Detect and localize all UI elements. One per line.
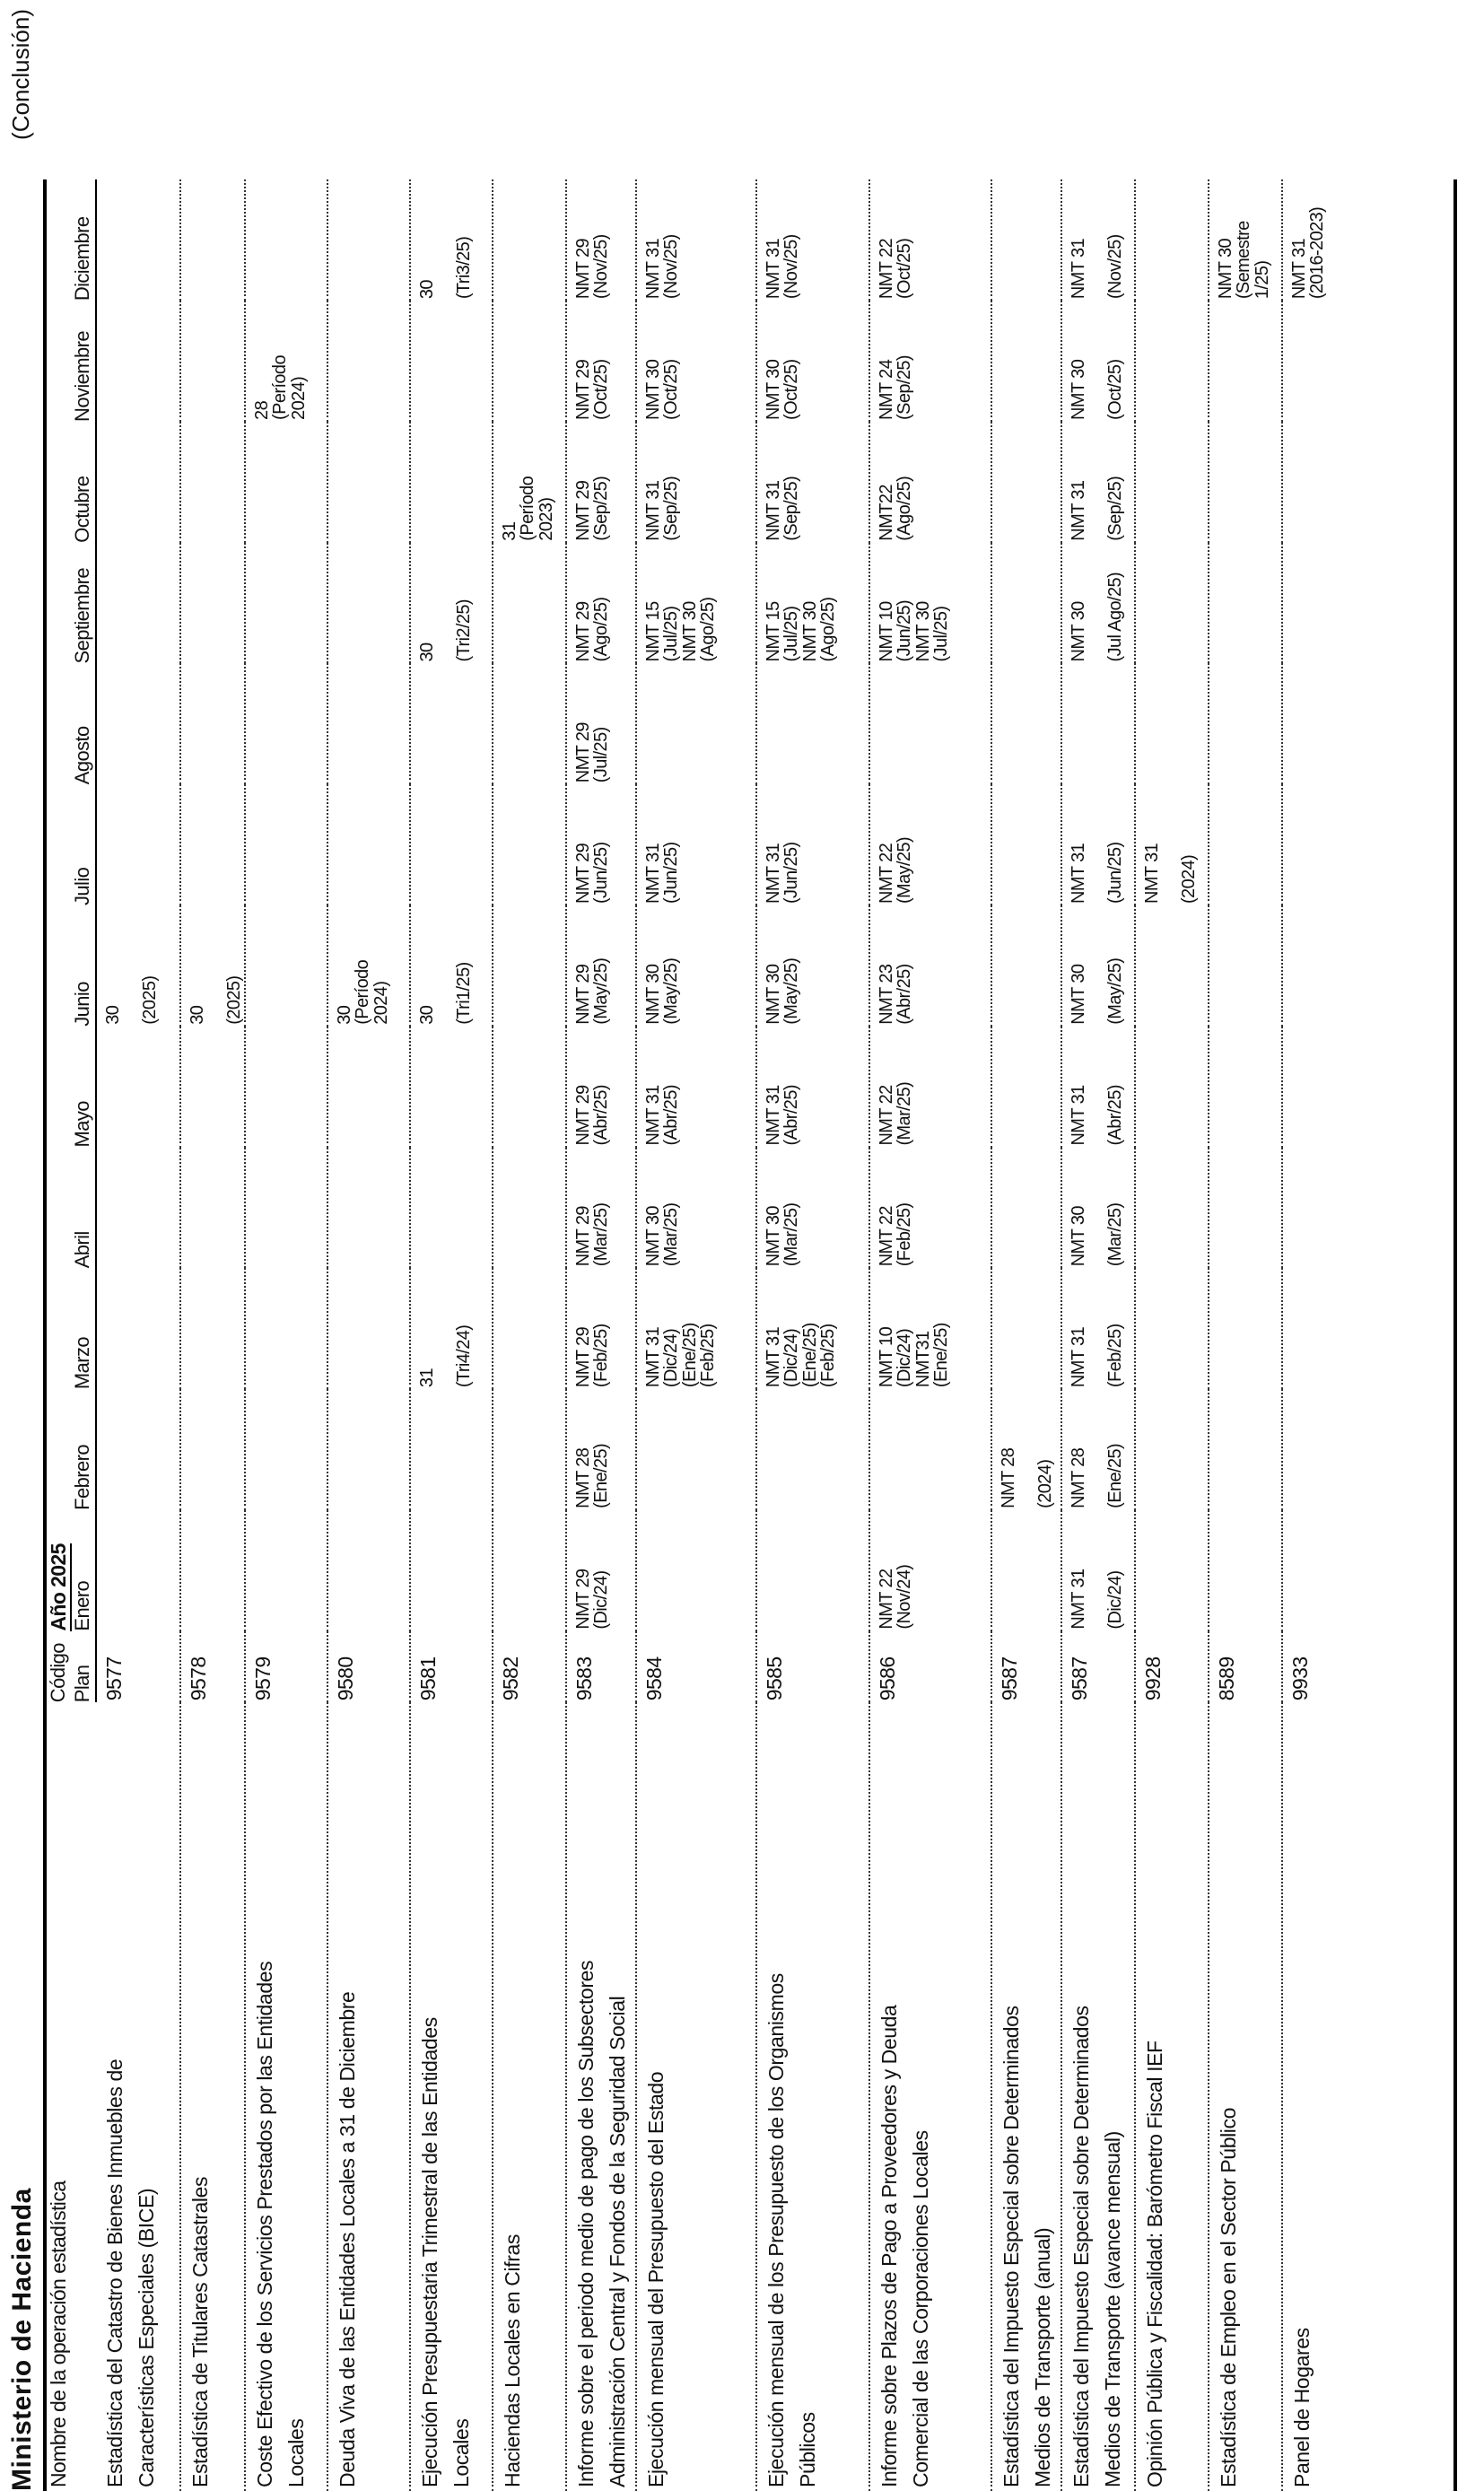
operation-name: Informe sobre el periodo medio de pago de los Subsectores Administración Central y Fondos de la Seguridad Social xyxy=(566,1702,636,2491)
table-row xyxy=(410,179,493,2491)
bottom-rule xyxy=(1453,179,1457,2491)
operation-name: Ejecución mensual de los Presupuesto de los Organismos Públicos xyxy=(756,1702,869,2491)
code-column-header-bottom: Plan xyxy=(71,1631,96,1703)
plan-code: 9582 xyxy=(493,1631,566,1703)
month-cell: NMT 10 (Dic/24) NMT31 (Ene/25) xyxy=(869,1268,991,1389)
month-cell xyxy=(991,422,1061,543)
operation-name: Estadística de Titulares Catastrales xyxy=(180,1702,245,2491)
month-cell xyxy=(1135,179,1209,301)
month-cell xyxy=(327,422,410,543)
month-cell: NMT 31 (2016-2023) xyxy=(1288,206,1327,300)
operation-name: Estadística del Impuesto Especial sobre Determinados Medios de Transporte (avance mensual) xyxy=(1061,1702,1135,2491)
table-row xyxy=(869,179,991,2491)
month-header: Noviembre xyxy=(71,301,96,422)
operation-name: Deuda Viva de las Entidades Locales a 31 de Diciembre xyxy=(327,1702,410,2491)
month-cell xyxy=(1209,1027,1282,1148)
month-cell xyxy=(96,1148,180,1269)
plan-code: 9586 xyxy=(869,1631,991,1703)
month-cell xyxy=(245,543,327,664)
month-cell xyxy=(410,784,493,905)
month-cell xyxy=(1135,905,1209,1027)
month-cell xyxy=(1135,301,1209,422)
month-cell xyxy=(493,1027,566,1148)
month-cell xyxy=(493,301,566,422)
month-cell xyxy=(1282,905,1327,1027)
month-cell xyxy=(327,301,410,422)
operation-name: Opinión Pública y Fiscalidad: Barómetro Fiscal IEF xyxy=(1135,1702,1209,2491)
month-cell: NMT 29 (Feb/25) xyxy=(566,1268,636,1389)
month-cell xyxy=(410,1027,493,1148)
month-cell xyxy=(327,1268,410,1389)
month-cell: NMT 29 (Jun/25) xyxy=(566,784,636,905)
month-cell xyxy=(1282,784,1327,905)
month-cell xyxy=(327,663,410,784)
month-cell xyxy=(1282,1510,1327,1631)
month-cell: NMT 30 (Mar/25) xyxy=(756,1148,869,1269)
month-header: Octubre xyxy=(71,422,96,543)
month-header: Abril xyxy=(71,1148,96,1269)
plan-code: 9583 xyxy=(566,1631,636,1703)
month-cell: NMT 30 (May/25) xyxy=(756,905,869,1027)
month-cell xyxy=(991,1510,1061,1631)
month-cell: NMT 31 (Nov/25) xyxy=(636,179,756,301)
month-header: Febrero xyxy=(71,1389,96,1510)
month-cell: 31 (Tri4/24) xyxy=(410,1268,493,1389)
month-cell xyxy=(96,179,180,301)
operation-name: Ejecución Presupuestaria Trimestral de las Entidades Locales xyxy=(410,1702,493,2491)
month-cell: NMT 30 (May/25) xyxy=(1061,905,1135,1027)
month-cell xyxy=(96,543,180,664)
month-cell: NMT 15 (Jul/25) NMT 30 (Ago/25) xyxy=(636,543,756,664)
month-cell xyxy=(991,1268,1061,1389)
month-cell: 30 (2025) xyxy=(96,905,180,1027)
month-cell xyxy=(991,784,1061,905)
month-cell xyxy=(327,543,410,664)
continuation-label: (Conclusión) xyxy=(7,9,34,140)
month-cell: 30 (2025) xyxy=(180,905,245,1027)
year-header xyxy=(47,179,71,1631)
month-cell xyxy=(96,1027,180,1148)
month-cell: NMT 29 (May/25) xyxy=(566,905,636,1027)
month-cell xyxy=(1282,301,1327,422)
month-cell xyxy=(756,663,869,784)
month-cell xyxy=(636,1510,756,1631)
month-cell xyxy=(180,1389,245,1510)
month-cell xyxy=(1209,1510,1282,1631)
month-cell: NMT 10 (Jun/25) NMT 30 (Jul/25) xyxy=(869,543,991,664)
month-cell xyxy=(1061,663,1135,784)
month-cell xyxy=(1209,1148,1282,1269)
month-cell xyxy=(180,663,245,784)
month-cell xyxy=(1209,301,1282,422)
month-cell: NMT 31 (Dic/24) xyxy=(1061,1510,1135,1631)
month-cell: NMT 22 (Mar/25) xyxy=(869,1027,991,1148)
month-cell: NMT 31 (Dic/24) (Ene/25) (Feb/25) xyxy=(756,1268,869,1389)
operation-name: Coste Efectivo de los Servicios Prestados por las Entidades Locales xyxy=(245,1702,327,2491)
month-cell: NMT 22 (Oct/25) xyxy=(869,179,991,301)
table-row xyxy=(180,179,245,2491)
month-cell: NMT 30 (Oct/25) xyxy=(1061,301,1135,422)
month-cell xyxy=(1209,543,1282,664)
month-cell: NMT 24 (Sep/25) xyxy=(869,301,991,422)
month-cell: NMT 22 (Feb/25) xyxy=(869,1148,991,1269)
month-cell xyxy=(1135,1027,1209,1148)
month-cell xyxy=(245,1389,327,1510)
month-header: Enero xyxy=(71,1510,96,1631)
table-row xyxy=(96,179,180,2491)
month-cell xyxy=(1282,1148,1327,1269)
month-cell: NMT 29 (Sep/25) xyxy=(566,422,636,543)
month-cell: NMT 31 (Jun/25) xyxy=(1061,784,1135,905)
month-cell xyxy=(991,543,1061,664)
month-cell xyxy=(1282,543,1327,664)
table-row xyxy=(1061,179,1135,2491)
month-cell xyxy=(1135,543,1209,664)
month-cell: NMT 28 (Ene/25) xyxy=(566,1389,636,1510)
month-cell xyxy=(327,179,410,301)
month-cell xyxy=(756,1389,869,1510)
table-row xyxy=(1282,179,1327,2491)
plan-code: 9585 xyxy=(756,1631,869,1703)
month-cell: 30 (Tri3/25) xyxy=(410,179,493,301)
month-cell: NMT 31 (2024) xyxy=(1135,784,1209,905)
month-cell xyxy=(327,1389,410,1510)
month-cell xyxy=(493,1268,566,1389)
operation-name: Haciendas Locales en Cifras xyxy=(493,1702,566,2491)
month-cell: NMT 31 (Abr/25) xyxy=(756,1027,869,1148)
month-cell xyxy=(180,1510,245,1631)
month-cell xyxy=(245,1268,327,1389)
month-cell: NMT 30 (Mar/25) xyxy=(1061,1148,1135,1269)
month-cell: 28 (Período 2024) xyxy=(245,301,327,422)
month-cell xyxy=(245,663,327,784)
month-cell xyxy=(869,663,991,784)
month-cell xyxy=(96,1389,180,1510)
month-cell: NMT 31 (Sep/25) xyxy=(636,422,756,543)
table-row xyxy=(1135,179,1209,2491)
plan-code: 9928 xyxy=(1135,1631,1209,1703)
month-cell: NMT 28 (2024) xyxy=(991,1389,1061,1510)
month-cell xyxy=(1209,905,1282,1027)
month-cell xyxy=(636,1389,756,1510)
month-cell xyxy=(991,1148,1061,1269)
month-cell xyxy=(96,1268,180,1389)
month-cell xyxy=(327,1510,410,1631)
month-cell xyxy=(96,422,180,543)
operation-name: Informe sobre Plazos de Pago a Proveedores y Deuda Comercial de las Corporaciones Locales xyxy=(869,1702,991,2491)
month-cell: NMT 29 (Ago/25) xyxy=(566,543,636,664)
month-cell xyxy=(327,1148,410,1269)
month-cell xyxy=(1135,1389,1209,1510)
month-cell xyxy=(991,663,1061,784)
month-cell xyxy=(327,784,410,905)
month-cell xyxy=(180,179,245,301)
operation-name: Ejecución mensual del Presupuesto del Estado xyxy=(636,1702,756,2491)
month-cell: NMT 30 (May/25) xyxy=(636,905,756,1027)
month-cell: NMT 31 (Jun/25) xyxy=(636,784,756,905)
month-cell xyxy=(180,1027,245,1148)
table-row xyxy=(1209,179,1282,2491)
month-cell xyxy=(245,905,327,1027)
operation-name: Estadística del Impuesto Especial sobre Determinados Medios de Transporte (anual) xyxy=(991,1702,1061,2491)
month-cell xyxy=(493,905,566,1027)
month-cell xyxy=(180,301,245,422)
month-cell: NMT 31 (Feb/25) xyxy=(1061,1268,1135,1389)
month-cell xyxy=(410,663,493,784)
month-cell: NMT 30 (Jul Ago/25) xyxy=(1061,543,1135,664)
ministry-title: Ministerio de Hacienda xyxy=(7,2188,37,2491)
month-cell xyxy=(327,1027,410,1148)
plan-code: 9581 xyxy=(410,1631,493,1703)
plan-code: 8589 xyxy=(1209,1631,1282,1703)
month-cell xyxy=(410,301,493,422)
month-cell: NMT 31 (Abr/25) xyxy=(636,1027,756,1148)
month-cell xyxy=(1135,1268,1209,1389)
month-cell xyxy=(245,1148,327,1269)
table-row xyxy=(566,179,636,2491)
month-cell: NMT 29 (Mar/25) xyxy=(566,1148,636,1269)
month-cell xyxy=(1135,422,1209,543)
month-cell xyxy=(1282,1027,1327,1148)
month-cell xyxy=(180,784,245,905)
year-header-label: Año 2025 xyxy=(47,1543,70,1631)
month-cell xyxy=(245,422,327,543)
month-cell: 30 (Período 2024) xyxy=(327,905,410,1027)
table-row xyxy=(636,179,756,2491)
month-cell xyxy=(1135,663,1209,784)
month-cell: NMT 29 (Nov/25) xyxy=(566,179,636,301)
month-cell: NMT 30 (Oct/25) xyxy=(756,301,869,422)
operation-name: Panel de Hogares xyxy=(1289,2328,1314,2487)
month-cell xyxy=(493,1389,566,1510)
month-header: Julio xyxy=(71,784,96,905)
month-cell: NMT 28 (Ene/25) xyxy=(1061,1389,1135,1510)
month-cell: NMT 29 (Jul/25) xyxy=(566,663,636,784)
plan-code: 9587 xyxy=(991,1631,1061,1703)
operation-name: Estadística de Empleo en el Sector Público xyxy=(1209,1702,1282,2491)
month-cell: NMT 31 (Nov/25) xyxy=(756,179,869,301)
table-row xyxy=(756,179,869,2491)
month-cell xyxy=(493,179,566,301)
month-cell xyxy=(180,1148,245,1269)
month-cell: NMT 30 (Oct/25) xyxy=(636,301,756,422)
month-cell xyxy=(869,1389,991,1510)
plan-code: 9933 xyxy=(1288,1656,1312,1701)
month-cell: NMT 30 (Mar/25) xyxy=(636,1148,756,1269)
month-cell: NMT 29 (Abr/25) xyxy=(566,1027,636,1148)
month-cell xyxy=(493,663,566,784)
month-cell xyxy=(410,422,493,543)
month-cell: NMT 29 (Oct/25) xyxy=(566,301,636,422)
month-cell xyxy=(1282,1389,1327,1510)
month-cell: NMT 31 (Abr/25) xyxy=(1061,1027,1135,1148)
table-row xyxy=(493,179,566,2491)
code-column-header-top: Código xyxy=(47,1643,69,1703)
month-cell xyxy=(96,1510,180,1631)
month-cell xyxy=(636,663,756,784)
month-cell xyxy=(245,784,327,905)
month-cell xyxy=(991,1027,1061,1148)
month-header: Junio xyxy=(71,905,96,1027)
table-row xyxy=(245,179,327,2491)
month-cell: NMT 29 (Dic/24) xyxy=(566,1510,636,1631)
plan-code: 9587 xyxy=(1061,1631,1135,1703)
plan-code: 9584 xyxy=(636,1631,756,1703)
month-header: Mayo xyxy=(71,1027,96,1148)
month-cell xyxy=(991,301,1061,422)
name-column-header: Nombre de la operación estadística xyxy=(47,2181,70,2487)
month-cell xyxy=(410,1148,493,1269)
month-cell xyxy=(1282,1268,1327,1389)
month-cell: NMT 15 (Jul/25) NMT 30 (Ago/25) xyxy=(756,543,869,664)
schedule-table xyxy=(47,179,1327,2491)
plan-code: 9578 xyxy=(180,1631,245,1703)
month-cell: NMT 31 (Jun/25) xyxy=(756,784,869,905)
month-cell: 30 (Tri1/25) xyxy=(410,905,493,1027)
table-row xyxy=(327,179,410,2491)
month-cell xyxy=(756,1510,869,1631)
plan-code: 9577 xyxy=(96,1631,180,1703)
month-cell xyxy=(1209,784,1282,905)
month-cell xyxy=(245,179,327,301)
month-cell xyxy=(96,301,180,422)
month-cell xyxy=(180,543,245,664)
month-cell: NMT 31 (Nov/25) xyxy=(1061,179,1135,301)
month-cell: NMT 30 (Semestre 1/25) xyxy=(1209,179,1282,301)
month-cell xyxy=(1209,1389,1282,1510)
month-cell: NMT 31 (Sep/25) xyxy=(756,422,869,543)
month-cell xyxy=(493,543,566,664)
month-cell xyxy=(1282,422,1327,543)
month-cell: NMT 31 (Sep/25) xyxy=(1061,422,1135,543)
month-cell xyxy=(410,1389,493,1510)
month-cell xyxy=(245,1510,327,1631)
month-cell: NMT 22 (May/25) xyxy=(869,784,991,905)
month-cell xyxy=(180,1268,245,1389)
month-cell xyxy=(410,1510,493,1631)
month-cell xyxy=(96,784,180,905)
month-cell xyxy=(493,1148,566,1269)
month-cell: NMT22 (Ago/25) xyxy=(869,422,991,543)
month-cell xyxy=(493,784,566,905)
month-cell xyxy=(991,179,1061,301)
month-header: Marzo xyxy=(71,1268,96,1389)
operation-name: Estadística del Catastro de Bienes Inmuebles de Características Especiales (BICE) xyxy=(96,1702,180,2491)
month-cell xyxy=(991,905,1061,1027)
month-cell: 30 (Tri2/25) xyxy=(410,543,493,664)
month-cell xyxy=(96,663,180,784)
month-cell: 31 (Período 2023) xyxy=(493,422,566,543)
month-cell xyxy=(1209,422,1282,543)
month-cell: NMT 31 (Dic/24) (Ene/25) (Feb/25) xyxy=(636,1268,756,1389)
month-cell xyxy=(1135,1510,1209,1631)
month-cell xyxy=(493,1510,566,1631)
table-row xyxy=(991,179,1061,2491)
plan-code: 9580 xyxy=(327,1631,410,1703)
month-cell xyxy=(180,422,245,543)
month-cell: NMT 22 (Nov/24) xyxy=(869,1510,991,1631)
month-cell xyxy=(245,1027,327,1148)
month-cell xyxy=(1282,663,1327,784)
month-header: Septiembre xyxy=(71,543,96,664)
month-cell xyxy=(1209,663,1282,784)
month-header: Agosto xyxy=(71,663,96,784)
month-header: Diciembre xyxy=(71,179,96,301)
month-cell xyxy=(1135,1148,1209,1269)
month-cell: NMT 23 (Abr/25) xyxy=(869,905,991,1027)
plan-code: 9579 xyxy=(245,1631,327,1703)
month-cell xyxy=(1209,1268,1282,1389)
